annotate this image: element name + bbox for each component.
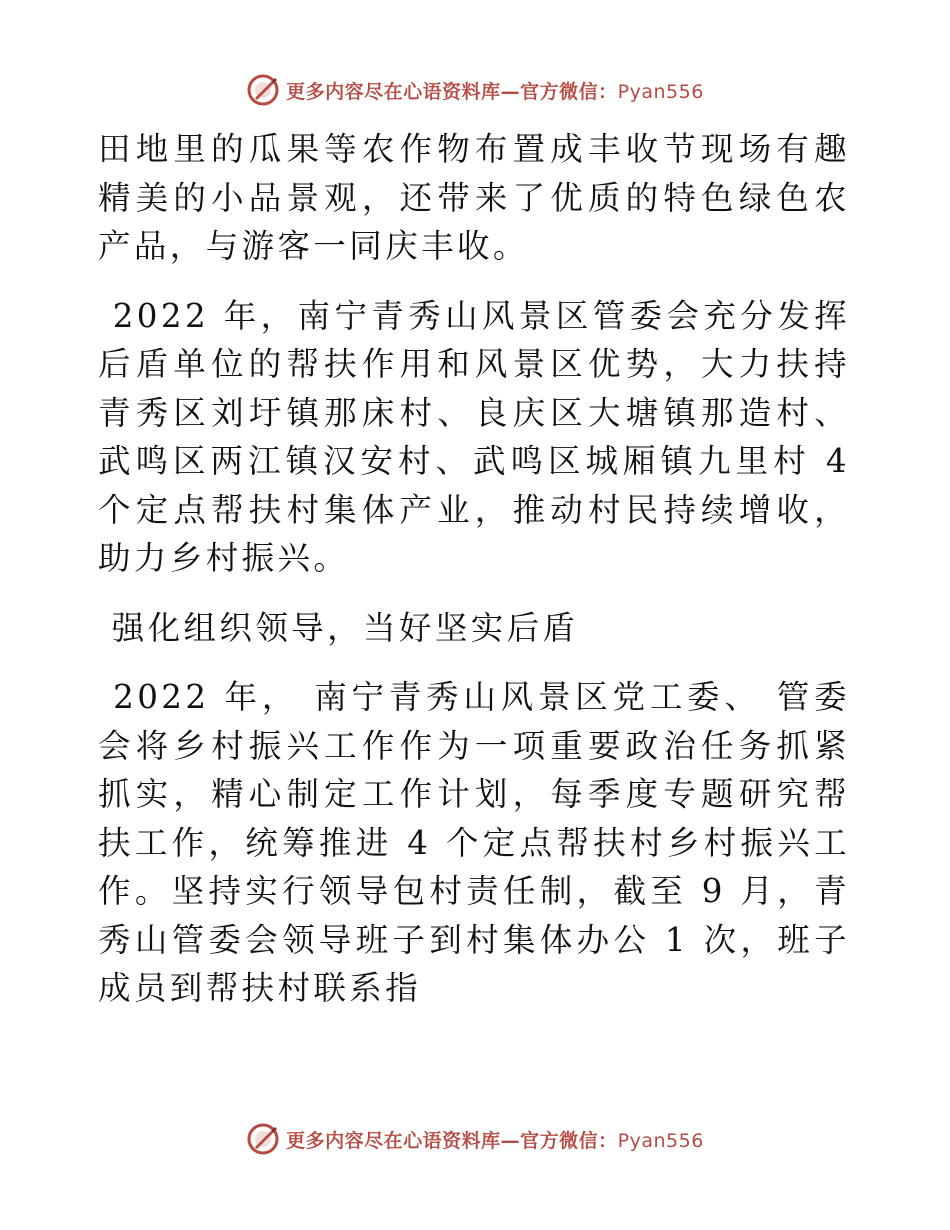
header-watermark bbox=[0, 70, 950, 110]
footer-watermark bbox=[0, 1119, 950, 1159]
brand-logo-icon bbox=[246, 73, 280, 107]
watermark-text: 更多内容尽在心语资料库—官方微信：Pyan556 bbox=[286, 1129, 704, 1152]
brand-logo-icon bbox=[246, 1122, 280, 1156]
document-body bbox=[98, 125, 864, 1013]
watermark-text: 更多内容尽在心语资料库—官方微信：Pyan556 bbox=[286, 80, 704, 103]
paragraph: 2022 年， 南宁青秀山风景区党工委、 管委会将乡村振兴工作作为一项重要政治任务抓紧抓实，精心制定工作计划，每季度专题研究帮扶工作，统筹推进 4 个定点帮扶村乡村振兴工作。坚持实行领导包村责任制，截至 9 月，青秀山管委会领导班子到村集体办公 1 次，班子成员到帮扶村联系指 bbox=[98, 678, 850, 1007]
section-heading: 强化组织领导，当好坚实后盾 bbox=[98, 608, 579, 647]
paragraph: 2022 年，南宁青秀山风景区管委会充分发挥后盾单位的帮扶作用和风景区优势，大力扶持青秀区刘圩镇那床村、良庆区大塘镇那造村、武鸣区两江镇汉安村、武鸣区城厢镇九里村 4 个定点帮扶村集体产业，推动村民持续增收，助力乡村振兴。 bbox=[98, 296, 864, 577]
paragraph: 田地里的瓜果等农作物布置成丰收节现场有趣精美的小品景观，还带来了优质的特色绿色农产品，与游客一同庆丰收。 bbox=[98, 130, 850, 265]
